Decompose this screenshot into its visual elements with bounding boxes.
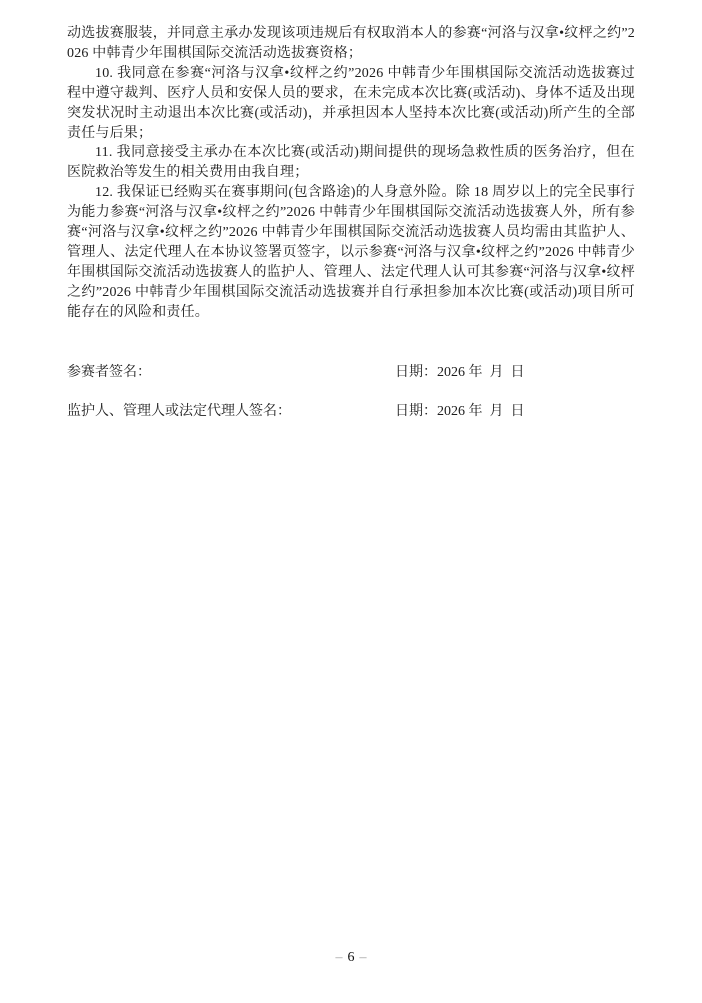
paragraph-continuation: 动选拔赛服装，并同意主承办发现该项违规后有权取消本人的参赛“河洛与汉拿•纹枰之约”2026 中韩青少年围棋国际交流活动选拔赛资格； — [67, 26, 635, 61]
clause-11: 11. 我同意接受主承办在本次比赛(或活动)期间提供的现场急救性质的医务治疗，但在医院救治等发生的相关费用由我自理； — [67, 145, 635, 181]
participant-signature-label: 参赛者签名： — [67, 364, 151, 380]
page-number: 6 — [347, 950, 355, 965]
page-footer — [0, 948, 702, 968]
clause-10: 10. 我同意在参赛“河洛与汉拿•纹枰之约”2026 中韩青少年围棋国际交流活动选拔赛过程中遵守裁判、医疗人员和安保人员的要求，在未完成本次比赛(或活动)、身体不适及出现突发状况时主动退出本次比赛(或活动)，并承担因本人坚持本次比赛(或活动)所产生的全部责任与后果； — [67, 65, 635, 141]
guardian-signature-row — [67, 402, 635, 422]
footer-left-dash: – — [335, 950, 343, 965]
footer-right-dash: – — [359, 950, 367, 965]
clause-12: 12. 我保证已经购买在赛事期问(包含路途)的人身意外险。除 18 周岁以上的完全民事行为能力参赛“河洛与汉拿•纹枰之约”2026 中韩青少年围棋国际交流活动选拔赛人外，所有参赛“河洛与汉拿•纹枰之约”2026 中韩青少年围棋国际交流活动选拔赛人员均需由其监护人、管理人、法定代理人在本协议签署页签字，以示参赛“河洛与汉拿•纹枰之约”2026 中韩青少年围棋国际交流活动选拔赛人的监护人、管理人、法定代理人认可其参赛“河洛与汉拿•纹枰之约”2026 中韩青少年围棋国际交流活动选拔赛并自行承担参加本次比赛(或活动)项目所可能存在的风险和责任。 — [67, 185, 635, 320]
guardian-signature-date: 日期：2026 年 月 日 — [395, 403, 525, 419]
participant-signature-row — [67, 363, 635, 383]
document-body — [67, 24, 635, 421]
participant-signature-date: 日期：2026 年 月 日 — [395, 364, 525, 380]
guardian-signature-label: 监护人、管理人或法定代理人签名： — [67, 403, 291, 419]
